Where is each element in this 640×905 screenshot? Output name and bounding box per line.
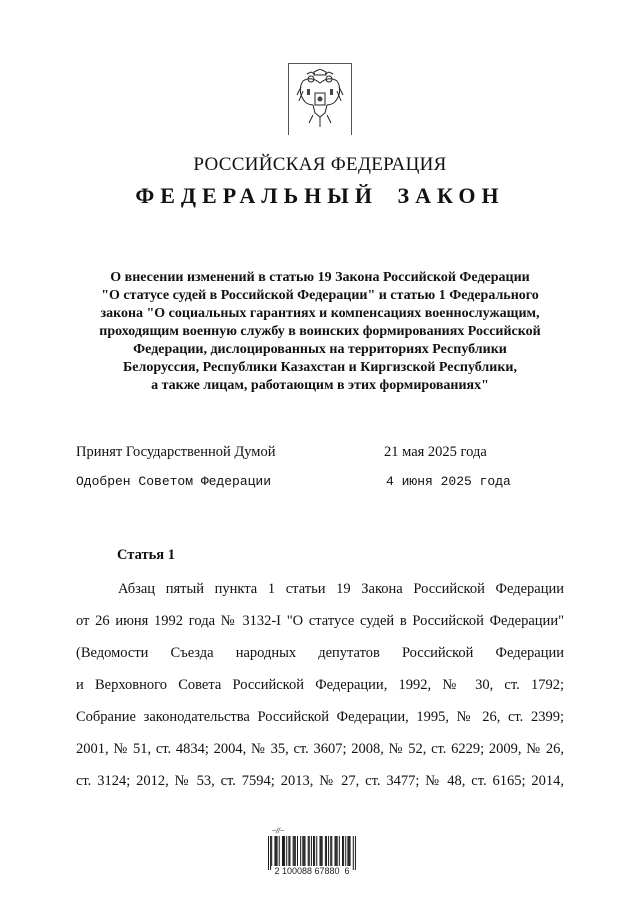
barcode-bar [284, 836, 285, 866]
barcode-bar [270, 836, 271, 870]
signature-mark-icon: ~//~ [272, 828, 285, 835]
barcode-bar [283, 836, 284, 866]
barcode-bar [348, 836, 349, 866]
barcode-bar [347, 836, 348, 866]
barcode-bar [321, 836, 322, 866]
barcode-bar [311, 836, 312, 866]
barcode-bar [313, 836, 314, 866]
barcode-bar [314, 836, 315, 866]
document-type-word-2: ЗАКОН [397, 183, 505, 208]
article-body-line: Абзац пятый пункта 1 статьи 19 Закона Российской Федерации [118, 581, 564, 597]
law-subject-line: закона "О социальных гарантиях и компенсациях военнослужащим, [100, 306, 540, 321]
law-subject-line: проходящим военную службу в воинских формированиях Российской [99, 324, 541, 339]
barcode-number: 2 100088 67880 6 [274, 866, 350, 876]
article-body-line: от 26 июня 1992 года № 3132-I "О статусе судей в Российской Федерации" [76, 613, 564, 629]
double-headed-eagle-icon [295, 69, 345, 129]
barcode-bar [271, 836, 272, 866]
barcode-bar [300, 836, 301, 866]
article-body-line: (Ведомости Съезда народных депутатов Российской Федерации [76, 645, 564, 661]
duma-adoption-label: Принят Государственной Думой [76, 444, 276, 460]
council-approval-date: 4 июня 2025 года [386, 474, 511, 489]
barcode-bar [309, 836, 310, 866]
barcode-bar [325, 836, 326, 866]
duma-adoption-date: 21 мая 2025 года [384, 444, 487, 460]
barcode-bar [276, 836, 277, 866]
article-heading: Статья 1 [117, 547, 175, 563]
barcode-bar [343, 836, 344, 866]
barcode-bar [320, 836, 321, 866]
article-body-line: Собрание законодательства Российской Федерации, 1995, № 26, ст. 2399; [76, 709, 564, 725]
barcode-bar [345, 836, 346, 866]
barcode-bar [282, 836, 283, 866]
barcode-bar [302, 836, 303, 866]
barcode-bar [289, 836, 290, 866]
adoption-council-row [76, 474, 564, 494]
barcode-bar [339, 836, 340, 866]
barcode-bar [304, 836, 305, 866]
barcode-bar [337, 836, 338, 866]
barcode-bar [326, 836, 327, 866]
law-subject-line: О внесении изменений в статью 19 Закона Российской Федерации [110, 270, 530, 285]
barcode-bar [288, 836, 289, 866]
article-body [76, 573, 564, 797]
law-subject-line: Федерации, дислоцированных на территориях Республики [133, 342, 507, 357]
barcode-bar [342, 836, 343, 866]
adoption-duma-row [76, 444, 564, 464]
barcode-bar [336, 836, 337, 866]
barcode-bar [279, 836, 280, 866]
barcode-bar [322, 836, 323, 866]
law-subject-line: "О статусе судей в Российской Федерации" и статью 1 Федерального [101, 288, 539, 303]
document-type-word-1: ФЕДЕРАЛЬНЫЙ [135, 183, 378, 208]
law-subject-line: Белоруссия, Республики Казахстан и Киргизской Республики, [123, 360, 517, 375]
barcode-bar [277, 836, 278, 866]
barcode-bar [316, 836, 317, 866]
barcode-bar [350, 836, 351, 866]
barcode-bar [330, 836, 331, 866]
barcode-bar [268, 836, 269, 870]
barcode-bar [308, 836, 309, 866]
document-type-title [0, 183, 640, 209]
barcode-bar [294, 836, 295, 866]
barcode-bar [331, 836, 332, 866]
law-subject [72, 269, 568, 395]
barcode-bar [295, 836, 296, 866]
barcode-bar [355, 836, 356, 870]
barcode-bar [293, 836, 294, 866]
country-title: РОССИЙСКАЯ ФЕДЕРАЦИЯ [193, 154, 447, 175]
law-subject-line: а также лицам, работающим в этих формированиях" [151, 378, 489, 393]
barcode-bar [328, 836, 329, 866]
article-body-line: и Верховного Совета Российской Федерации, 1992, № 30, ст. 1792; [76, 677, 564, 693]
barcode-bar [286, 836, 287, 866]
barcode [262, 828, 362, 880]
coat-of-arms-frame [288, 63, 352, 135]
article-body-line: ст. 3124; 2012, № 53, ст. 7594; 2013, № 27, ст. 3477; № 48, ст. 6165; 2014, [76, 773, 564, 789]
article-body-line: 2001, № 51, ст. 4834; 2004, № 35, ст. 3607; 2008, № 52, ст. 6229; 2009, № 26, [76, 741, 564, 757]
barcode-bar [297, 836, 298, 866]
council-approval-label: Одобрен Советом Федерации [76, 474, 272, 489]
barcode-bar [335, 836, 336, 866]
barcode-bar [303, 836, 304, 866]
barcode-bar [274, 836, 275, 866]
barcode-bar [353, 836, 354, 870]
